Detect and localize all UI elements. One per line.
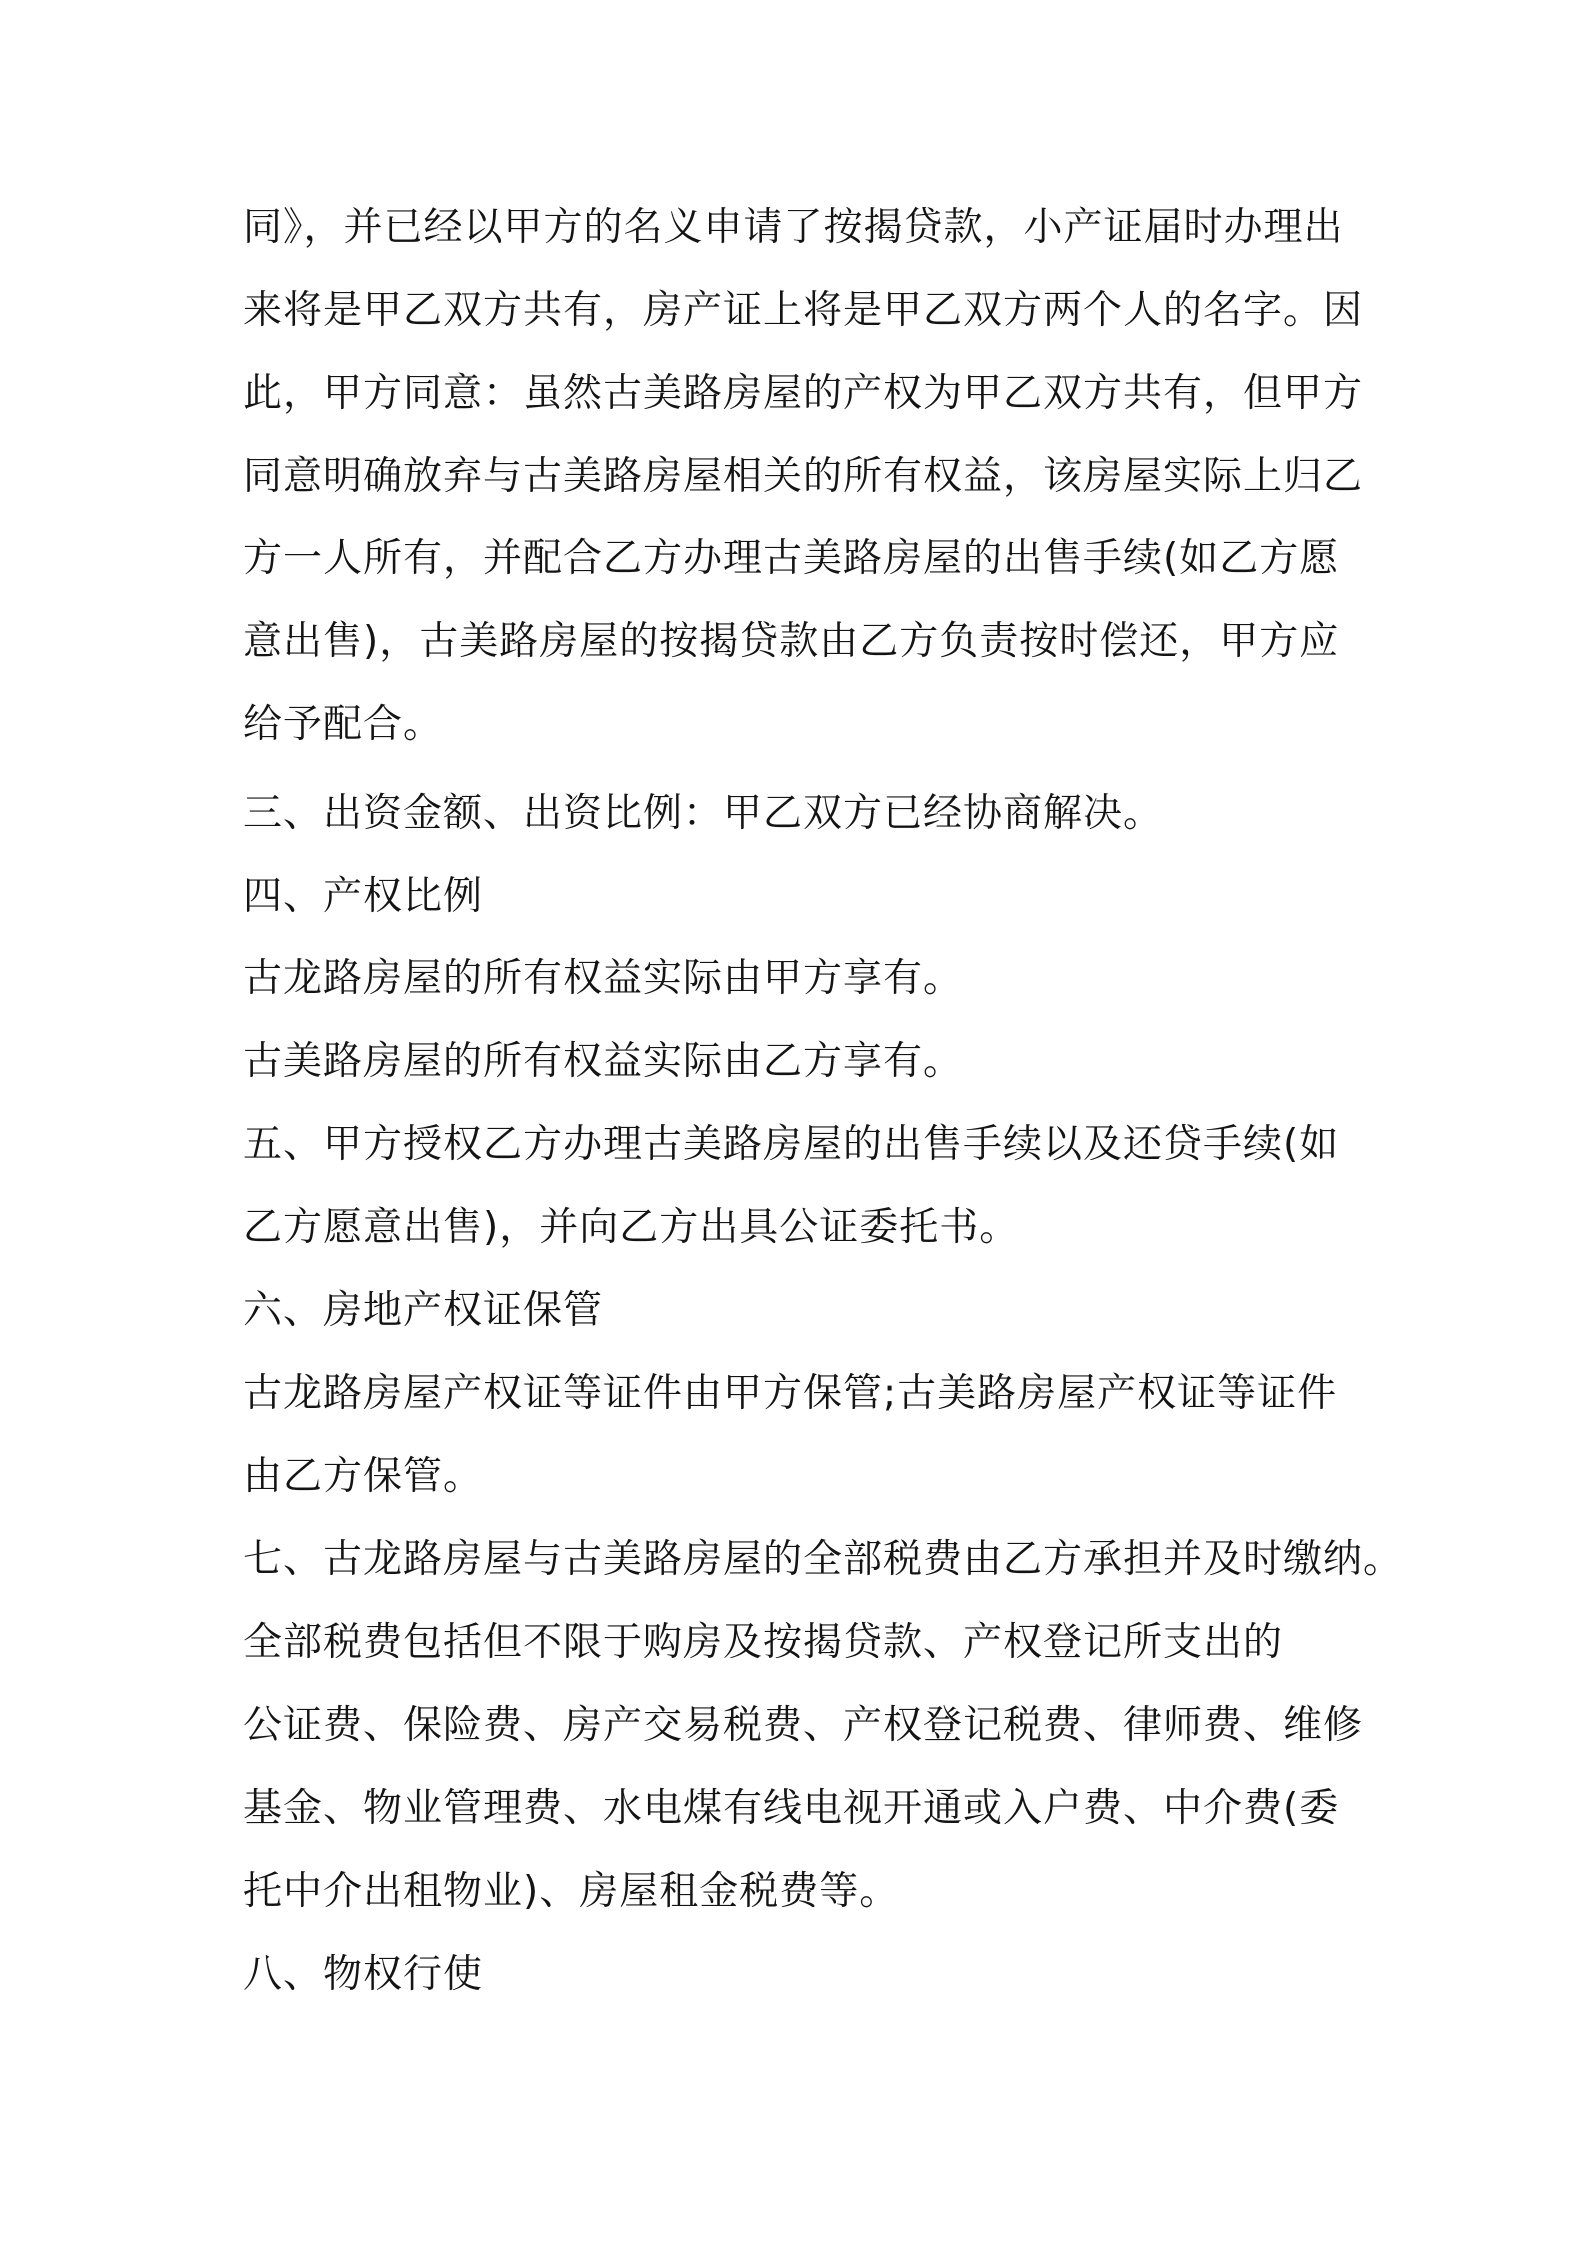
paragraph-line: 意出售)，古美路房屋的按揭贷款由乙方负责按时偿还，甲方应	[243, 619, 1340, 664]
paragraph-line: 基金、物业管理费、水电煤有线电视开通或入户费、中介费(委	[243, 1786, 1340, 1831]
section-heading-6: 六、房地产权证保管	[243, 1288, 604, 1333]
paragraph-line: 同》，并已经以甲方的名义申请了按揭贷款，小产证届时办理出	[243, 205, 1344, 250]
paragraph-line: 全部税费包括但不限于购房及按揭贷款、产权登记所支出的	[243, 1620, 1284, 1665]
paragraph-line: 古龙路房屋的所有权益实际由甲方享有。	[243, 956, 964, 1001]
paragraph-line: 托中介出租物业)、房屋租金税费等。	[243, 1869, 900, 1914]
section-heading-4: 四、产权比例	[243, 874, 484, 919]
paragraph-line: 乙方愿意出售)，并向乙方出具公证委托书。	[243, 1205, 1020, 1250]
paragraph-line: 此，甲方同意：虽然古美路房屋的产权为甲乙双方共有，但甲方	[243, 371, 1364, 416]
section-heading-7: 七、古龙路房屋与古美路房屋的全部税费由乙方承担并及时缴纳。	[243, 1537, 1404, 1582]
section-heading-8: 八、物权行使	[243, 1952, 484, 1997]
paragraph-line: 来将是甲乙双方共有，房产证上将是甲乙双方两个人的名字。因	[243, 288, 1364, 333]
paragraph-line: 方一人所有，并配合乙方办理古美路房屋的出售手续(如乙方愿	[243, 536, 1340, 581]
section-heading-5: 五、甲方授权乙方办理古美路房屋的出售手续以及还贷手续(如	[243, 1122, 1340, 1167]
section-heading-3: 三、出资金额、出资比例：甲乙双方已经协商解决。	[243, 791, 1164, 836]
paragraph-line: 古美路房屋的所有权益实际由乙方享有。	[243, 1039, 964, 1084]
paragraph-line: 同意明确放弃与古美路房屋相关的所有权益，该房屋实际上归乙	[243, 454, 1364, 499]
paragraph-line: 给予配合。	[243, 702, 444, 747]
paragraph-line: 古龙路房屋产权证等证件由甲方保管;古美路房屋产权证等证件	[243, 1371, 1338, 1416]
paragraph-line: 公证费、保险费、房产交易税费、产权登记税费、律师费、维修	[243, 1703, 1364, 1748]
paragraph-line: 由乙方保管。	[243, 1454, 484, 1499]
